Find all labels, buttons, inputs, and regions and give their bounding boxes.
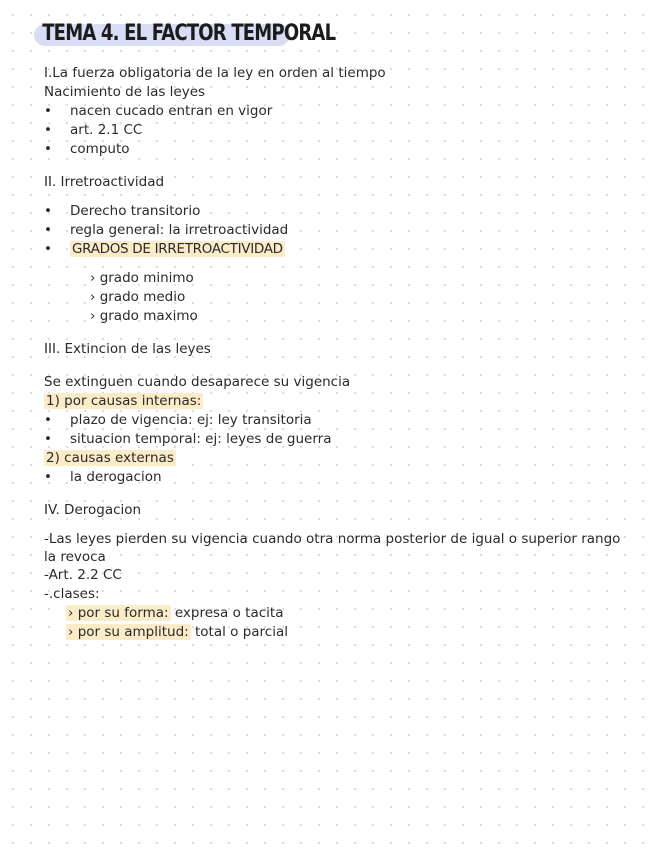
spacer (44, 159, 634, 173)
s1-bullet-3: • computo (44, 140, 634, 159)
s3-external-row (44, 449, 634, 468)
section-4-heading: IV. Derogacion (44, 502, 142, 518)
spacer (44, 359, 634, 373)
s2-bullet-3 (44, 240, 634, 259)
s4-line-1: -Las leyes pierden su vigencia cuando otra norma posterior de igual o superior rango la revoca (44, 531, 621, 565)
section-3-heading: III. Extincion de las leyes (44, 341, 211, 357)
s4-line-2: -Art. 2.2 CC (44, 567, 122, 583)
s2-bullet-1: • Derecho transitorio (44, 202, 634, 221)
grade-item-1: › grado minimo (90, 270, 194, 286)
section-1-heading: I.La fuerza obligatoria de la ley en orden al tiempo (44, 65, 386, 81)
grade-item-3: › grado maximo (90, 308, 198, 324)
spacer (44, 326, 634, 340)
section-1-subtitle: Nacimiento de las leyes (44, 84, 206, 100)
s1-bullet-2: • art. 2.1 CC (44, 121, 634, 140)
section-2-heading: II. Irretroactividad (44, 174, 165, 190)
s3-internal-1: • plazo de vigencia: ej: ley transitoria (44, 411, 634, 430)
notes-content (44, 64, 634, 642)
s2-bullet-2: • regla general: la irretroactividad (44, 221, 634, 240)
s3-internal-2: • situacion temporal: ej: leyes de guerra (44, 430, 634, 449)
s3-internal-row (44, 392, 634, 411)
s3-external-label: 2) causas externas (46, 450, 174, 466)
s4-scope-row (44, 623, 634, 642)
s4-form-value: expresa o tacita (170, 605, 284, 621)
s4-form-label: › por su forma: (68, 605, 169, 621)
s3-internal-label: 1) por causas internas: (46, 393, 202, 409)
spacer (44, 192, 634, 202)
grados-highlight: GRADOS DE IRRETROACTIVIDAD (72, 241, 283, 257)
page-title: TEMA 4. EL FACTOR TEMPORAL (42, 21, 336, 46)
spacer (44, 487, 634, 501)
s4-line-3: -.clases: (44, 586, 100, 602)
s3-intro: Se extinguen cuando desaparece su vigencia (44, 374, 351, 390)
s1-bullet-1: • nacen cucado entran en vigor (44, 102, 634, 121)
spacer (44, 259, 634, 269)
s3-external-1: • la derogacion (44, 468, 634, 487)
spacer (44, 520, 634, 530)
s4-form-row (44, 604, 634, 623)
s4-scope-value: total o parcial (190, 624, 288, 640)
title-block (34, 18, 401, 50)
grade-item-2: › grado medio (90, 289, 186, 305)
s4-scope-label: › por su amplitud: (68, 624, 189, 640)
